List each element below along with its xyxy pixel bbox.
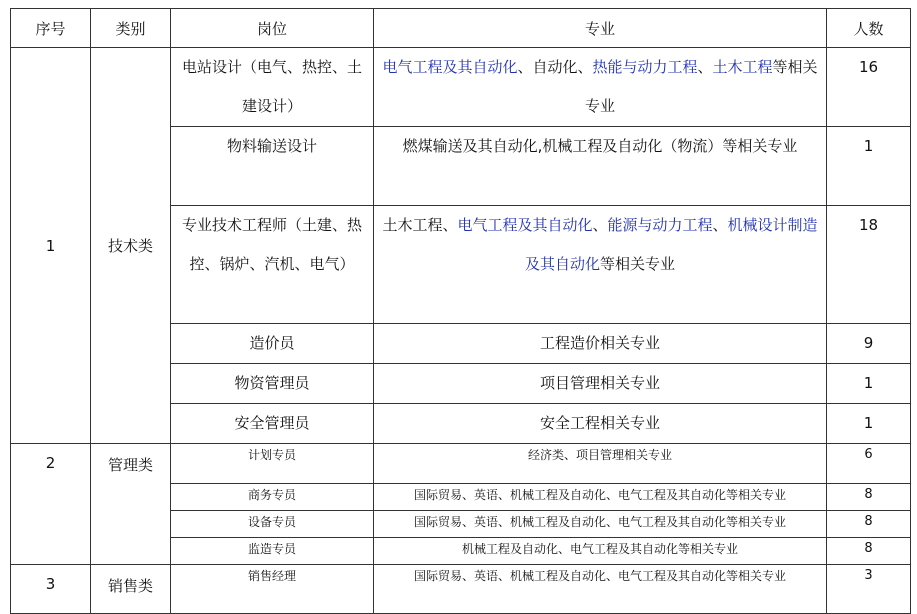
major-cell — [374, 484, 827, 511]
header-count: 人数 — [827, 9, 911, 48]
major-text: 项目管理相关专业 — [539, 374, 660, 392]
group-category-sales: 销售类 — [91, 565, 171, 614]
header-row — [11, 9, 911, 48]
major-cell — [374, 538, 827, 565]
header-major: 专业 — [374, 9, 827, 48]
position-cell: 安全管理员 — [171, 404, 374, 444]
count-cell: 1 — [827, 404, 911, 444]
count-cell: 3 — [827, 565, 911, 614]
major-text: 等相关专业 — [600, 255, 676, 273]
count-cell: 16 — [827, 48, 911, 127]
major-text: 国际贸易、英语、机械工程及自动化、电气工程及其自动化等相关专业 — [413, 569, 786, 583]
header-index: 序号 — [11, 9, 91, 48]
major-text: 安全工程相关专业 — [539, 414, 660, 432]
position-cell: 设备专员 — [171, 511, 374, 538]
position-cell: 电站设计（电气、热控、土建设计） — [171, 48, 374, 127]
major-highlight-text: 能源与动力工程 — [607, 216, 713, 234]
major-text: 土木工程、 — [382, 216, 458, 234]
position-cell: 专业技术工程师（土建、热控、锅炉、汽机、电气） — [171, 206, 374, 324]
position-cell: 监造专员 — [171, 538, 374, 565]
group-index-3: 3 — [11, 565, 91, 614]
position-cell: 物料输送设计 — [171, 127, 374, 206]
major-cell — [374, 127, 827, 206]
major-cell — [374, 48, 827, 127]
major-text: 、自动化、 — [517, 58, 593, 76]
major-cell — [374, 324, 827, 364]
count-cell: 6 — [827, 444, 911, 484]
major-highlight-text: 机械设计制造及其自动化 — [524, 216, 818, 273]
major-cell — [374, 511, 827, 538]
major-highlight-text: 热能与动力工程 — [592, 58, 698, 76]
major-text: 国际贸易、英语、机械工程及自动化、电气工程及其自动化等相关专业 — [413, 488, 786, 502]
major-cell — [374, 206, 827, 324]
count-cell: 18 — [827, 206, 911, 324]
major-text: 国际贸易、英语、机械工程及自动化、电气工程及其自动化等相关专业 — [413, 515, 786, 529]
table-row — [11, 48, 911, 127]
count-cell: 8 — [827, 511, 911, 538]
group-category-tech: 技术类 — [91, 48, 171, 444]
major-highlight-text: 土木工程 — [712, 58, 773, 76]
table-row — [11, 444, 911, 484]
major-text: 、 — [592, 216, 608, 234]
major-text: 经济类、项目管理相关专业 — [527, 448, 672, 462]
count-cell: 8 — [827, 538, 911, 565]
major-text: 、 — [697, 58, 713, 76]
header-category: 类别 — [91, 9, 171, 48]
position-cell: 销售经理 — [171, 565, 374, 614]
count-cell: 8 — [827, 484, 911, 511]
group-index-2: 2 — [11, 444, 91, 565]
count-cell: 9 — [827, 324, 911, 364]
recruitment-table — [10, 8, 911, 614]
position-cell: 造价员 — [171, 324, 374, 364]
group-category-management: 管理类 — [91, 444, 171, 565]
group-index-1: 1 — [11, 48, 91, 444]
major-text: 、 — [712, 216, 728, 234]
count-cell: 1 — [827, 127, 911, 206]
major-text: 燃煤输送及其自动化,机械工程及自动化（物流）等相关专业 — [402, 137, 798, 155]
header-position: 岗位 — [171, 9, 374, 48]
major-cell — [374, 444, 827, 484]
major-cell — [374, 364, 827, 404]
count-cell: 1 — [827, 364, 911, 404]
major-text: 机械工程及自动化、电气工程及其自动化等相关专业 — [461, 542, 738, 556]
table-row — [11, 565, 911, 614]
major-highlight-text: 电气工程及其自动化 — [457, 216, 593, 234]
position-cell: 商务专员 — [171, 484, 374, 511]
major-text: 等相关专业 — [584, 58, 818, 115]
major-cell — [374, 565, 827, 614]
major-highlight-text: 电气工程及其自动化 — [382, 58, 518, 76]
major-text: 工程造价相关专业 — [539, 334, 660, 352]
position-cell: 计划专员 — [171, 444, 374, 484]
major-cell — [374, 404, 827, 444]
position-cell: 物资管理员 — [171, 364, 374, 404]
